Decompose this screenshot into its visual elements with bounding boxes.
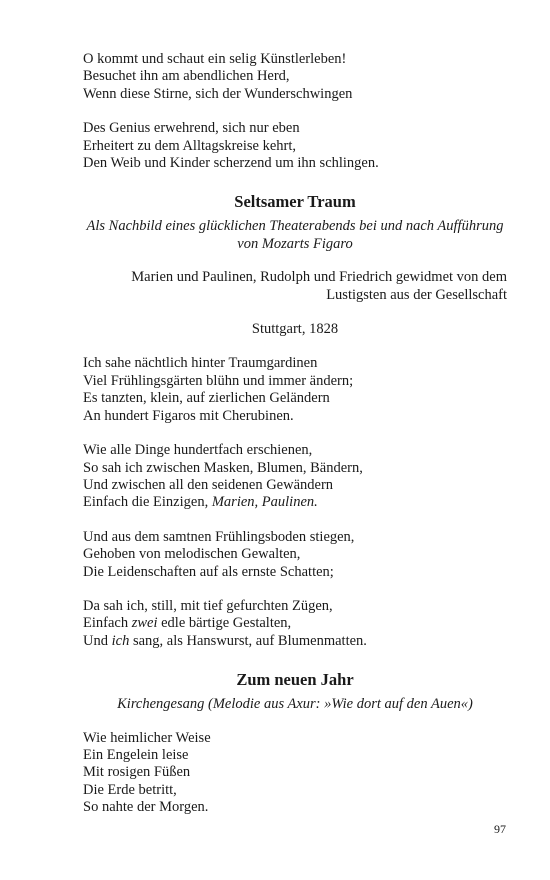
subtitle-line: Als Nachbild eines glücklichen Theaterabends bei und nach Aufführung xyxy=(86,218,504,235)
poem-line: So sah ich zwischen Masken, Blumen, Bändern, xyxy=(83,459,363,476)
poem-line: Viel Frühlingsgärten blühn und immer ändern; xyxy=(83,372,354,389)
poem-seltsamer-traum xyxy=(83,192,507,650)
poem-line: Wie alle Dinge hundertfach erschienen, xyxy=(83,442,313,459)
poem-line: Und aus dem samtnen Frühlingsboden stiegen, xyxy=(83,528,355,545)
poem-line: Erheitert zu dem Alltagskreise kehrt, xyxy=(83,137,296,154)
poem-continuation xyxy=(83,51,507,172)
poem-line: Besuchet ihn am abendlichen Herd, xyxy=(83,68,290,85)
subtitle-line: Kirchengesang (Melodie aus Axur: »Wie dort auf den Auen«) xyxy=(117,696,473,713)
poem-subtitle xyxy=(83,696,507,713)
dedication-line: Lustigsten aus der Gesellschaft xyxy=(326,286,507,303)
poem-line: Ich sahe nächtlich hinter Traumgardinen xyxy=(83,355,318,372)
poem-title: Zum neuen Jahr xyxy=(236,670,354,690)
emphasis-text: ich xyxy=(111,632,130,649)
poem-line: Des Genius erwehrend, sich nur eben xyxy=(83,120,300,137)
poem-line: Wie heimlicher Weise xyxy=(83,729,211,746)
poem-line: Ein Engelein leise xyxy=(83,746,189,763)
poem-line xyxy=(83,633,507,650)
poem-line: Die Erde betritt, xyxy=(83,781,177,798)
poem-subtitle xyxy=(83,218,507,253)
stanza xyxy=(83,355,507,425)
stanza xyxy=(83,529,507,581)
emphasis-text: zwei xyxy=(131,615,158,632)
line-text: Einfach die Einzigen, xyxy=(83,494,212,511)
line-text: Einfach xyxy=(83,615,132,632)
poem-line: Die Leidenschaften auf als ernste Schatten; xyxy=(83,563,334,580)
line-text: sang, als Hanswurst, auf Blumenmatten. xyxy=(129,632,367,649)
poem-line: Es tanzten, klein, auf zierlichen Geländern xyxy=(83,390,330,407)
emphasis-text: Marien, Paulinen. xyxy=(211,494,318,511)
page-number: 97 xyxy=(494,822,506,836)
stanza xyxy=(83,120,507,172)
line-text: edle bärtige Gestalten, xyxy=(157,615,292,632)
stanza xyxy=(83,442,507,512)
poem-line: Und zwischen all den seidenen Gewändern xyxy=(83,476,334,493)
poem-title: Seltsamer Traum xyxy=(234,192,356,212)
poem-zum-neuen-jahr xyxy=(83,670,507,816)
poem-line: Den Weib und Kinder scherzend um ihn schlingen. xyxy=(83,155,379,172)
poem-line xyxy=(83,615,507,632)
line-text: Und xyxy=(83,632,112,649)
stanza xyxy=(83,51,507,103)
poem-line: Da sah ich, still, mit tief gefurchten Zügen, xyxy=(83,597,333,614)
page-text-block xyxy=(83,51,507,834)
poem-line: Gehoben von melodischen Gewalten, xyxy=(83,546,301,563)
dedication xyxy=(83,269,507,304)
poem-line: Mit rosigen Füßen xyxy=(83,764,191,781)
poem-line: An hundert Figaros mit Cherubinen. xyxy=(83,407,294,424)
stanza xyxy=(83,730,507,817)
poem-line: O kommt und schaut ein selig Künstlerleben! xyxy=(83,51,347,67)
subtitle-line: von Mozarts Figaro xyxy=(237,235,353,252)
poem-line xyxy=(83,494,507,511)
dedication-line: Marien und Paulinen, Rudolph und Friedrich gewidmet von dem xyxy=(131,269,507,286)
poem-line: Wenn diese Stirne, sich der Wunderschwingen xyxy=(83,85,353,102)
poem-line: So nahte der Morgen. xyxy=(83,799,209,816)
place-date: Stuttgart, 1828 xyxy=(251,321,339,338)
stanza xyxy=(83,598,507,650)
